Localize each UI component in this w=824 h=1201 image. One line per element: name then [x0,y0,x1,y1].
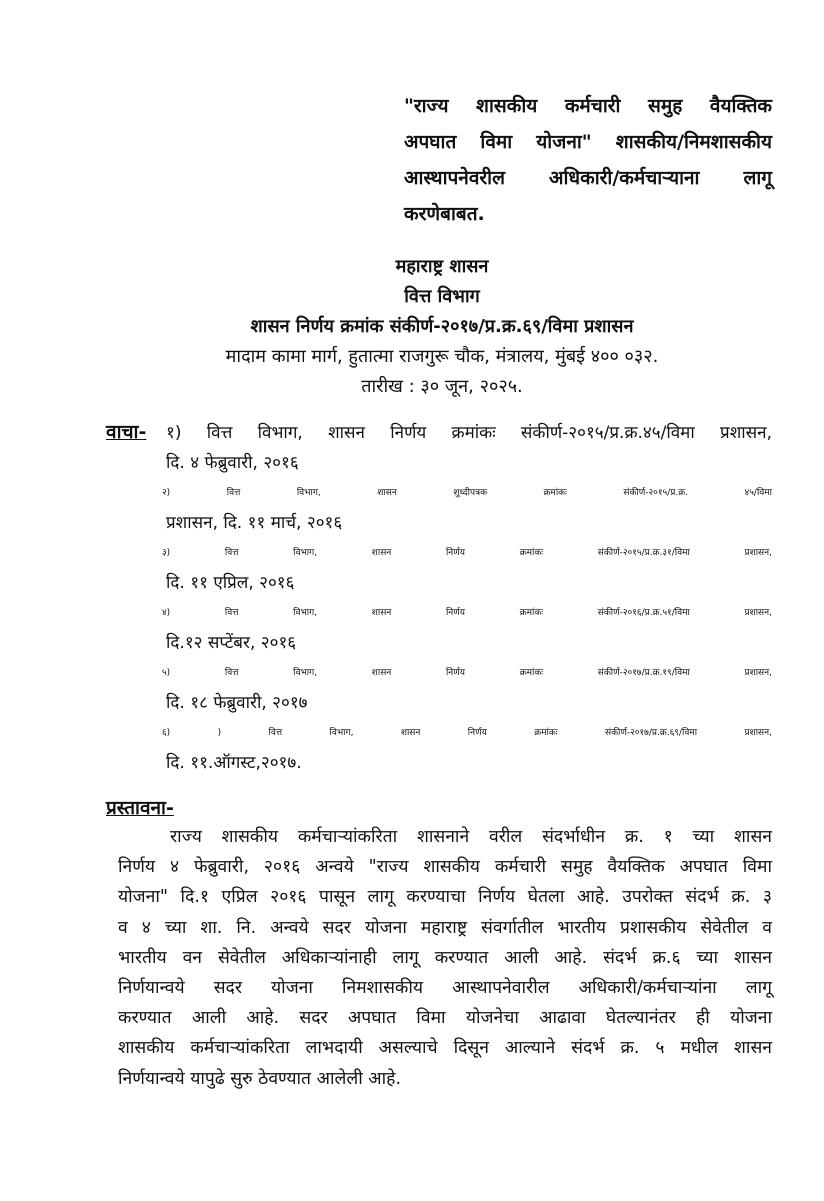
reference-item [162,478,772,538]
government-name: महाराष्ट्र शासन [395,256,489,277]
reference-line: २) वित्त विभाग, शासन शुध्दीपत्रक क्रमांकः संकीर्ण-२०१५/प्र.क्र. ४५/विमा [162,488,772,498]
subject-line: आस्थापनेवरील अधिकारी/कर्मचाऱ्याना लागू [404,167,772,189]
reference-line: दि. ११ एप्रिल, २०१६ [166,573,295,593]
preamble-title: प्रस्तावना- [106,797,174,819]
preamble-line: निर्णयान्वये यापुढे सुरु ठेवण्यात आलेली आहे. [118,1068,402,1089]
preamble-line: करण्यात आली आहे. सदर अपघात विमा योजनेचा आढावा घेतल्यानंतर ही योजना [118,1008,772,1029]
resolution-number: शासन निर्णय क्रमांक संकीर्ण-२०१७/प्र.क्र.६९/विमा प्रशासन [250,316,634,337]
reference-line: ४) वित्त विभाग, शासन निर्णय क्रमांकः संकीर्ण-२०१६/प्र.क्र.५१/विमा प्रशासन, [162,608,773,618]
reference-line: दि. ४ फेब्रुवारी, २०१६ [166,453,299,473]
subject-line: "राज्य शासकीय कर्मचारी समुह वैयक्तिक [404,95,772,117]
reference-line: ५) वित्त विभाग, शासन निर्णय क्रमांकः संकीर्ण-२०१७/प्र.क्र.१९/विमा प्रशासन, [162,668,773,678]
reference-item [162,538,773,598]
references-label: वाचा- [106,421,147,443]
preamble-line: शासकीय कर्मचाऱ्यांकरिता लाभदायी असल्याचे दिसून आल्याने संदर्भ क्र. ५ मधील शासन [118,1038,772,1059]
department-name: वित्त विभाग [404,286,480,307]
reference-line: ६) ) वित्त विभाग, शासन निर्णय क्रमांकः संकीर्ण-२०१७/प्र.क्र.६९/विमा प्रशासन, [162,728,772,738]
reference-item [162,718,772,778]
preamble-line: भारतीय वन सेवेतील अधिकाऱ्यांनाही लागू करण्यात आली आहे. संदर्भ क्र.६ च्या शासन [118,947,772,968]
preamble-line: योजना" दि.१ एप्रिल २०१६ पासून लागू करण्याचा निर्णय घेतला आहे. उपरोक्त संदर्भ क्र. ३ [118,887,772,908]
reference-line: दि.१२ सप्टेंबर, २०१६ [166,633,297,653]
subject-block [404,88,772,232]
resolution-header [0,252,824,402]
references-list [162,418,773,778]
resolution-date: तारीख : ३० जून, २०२५. [361,376,523,397]
reference-item [162,658,773,718]
preamble-line: व ४ च्या शा. नि. अन्वये सदर योजना महाराष्ट्र संवर्गातील भारतीय प्रशासकीय सेवेतील व [118,917,772,938]
subject-line: अपघात विमा योजना" शासकीय/निमशासकीय [404,131,772,153]
preamble-line: राज्य शासकीय कर्मचाऱ्यांकरिता शासनाने वरील संदर्भाधीन क्र. १ च्या शासन [170,827,772,847]
reference-item [166,418,772,478]
reference-line: प्रशासन, दि. ११ मार्च, २०१६ [166,513,343,533]
reference-line: दि. ११.ऑगस्ट,२०१७. [166,753,302,773]
reference-line: ३) वित्त विभाग, शासन निर्णय क्रमांकः संकीर्ण-२०१५/प्र.क्र.३१/विमा प्रशासन, [162,548,773,558]
preamble-line: निर्णयान्वये सदर योजना निमशासकीय आस्थापनेवारील अधिकारी/कर्मचाऱ्यांना लागू [118,978,772,999]
address: मादाम कामा मार्ग, हुतात्मा राजगुरू चौक, मंत्रालय, मुंबई ४०० ०३२. [225,346,659,367]
preamble-line: निर्णय ४ फेब्रुवारी, २०१६ अन्वये "राज्य शासकीय कर्मचारी समुह वैयक्तिक अपघात विमा [118,857,772,878]
subject-line: करणेबाबत. [404,203,485,225]
preamble-paragraph [118,822,772,1094]
reference-line: १) वित्त विभाग, शासन निर्णय क्रमांकः संकीर्ण-२०१५/प्र.क्र.४५/विमा प्रशासन, [166,423,772,443]
reference-line: दि. १८ फेब्रुवारी, २०१७ [166,693,308,713]
reference-item [162,598,773,658]
